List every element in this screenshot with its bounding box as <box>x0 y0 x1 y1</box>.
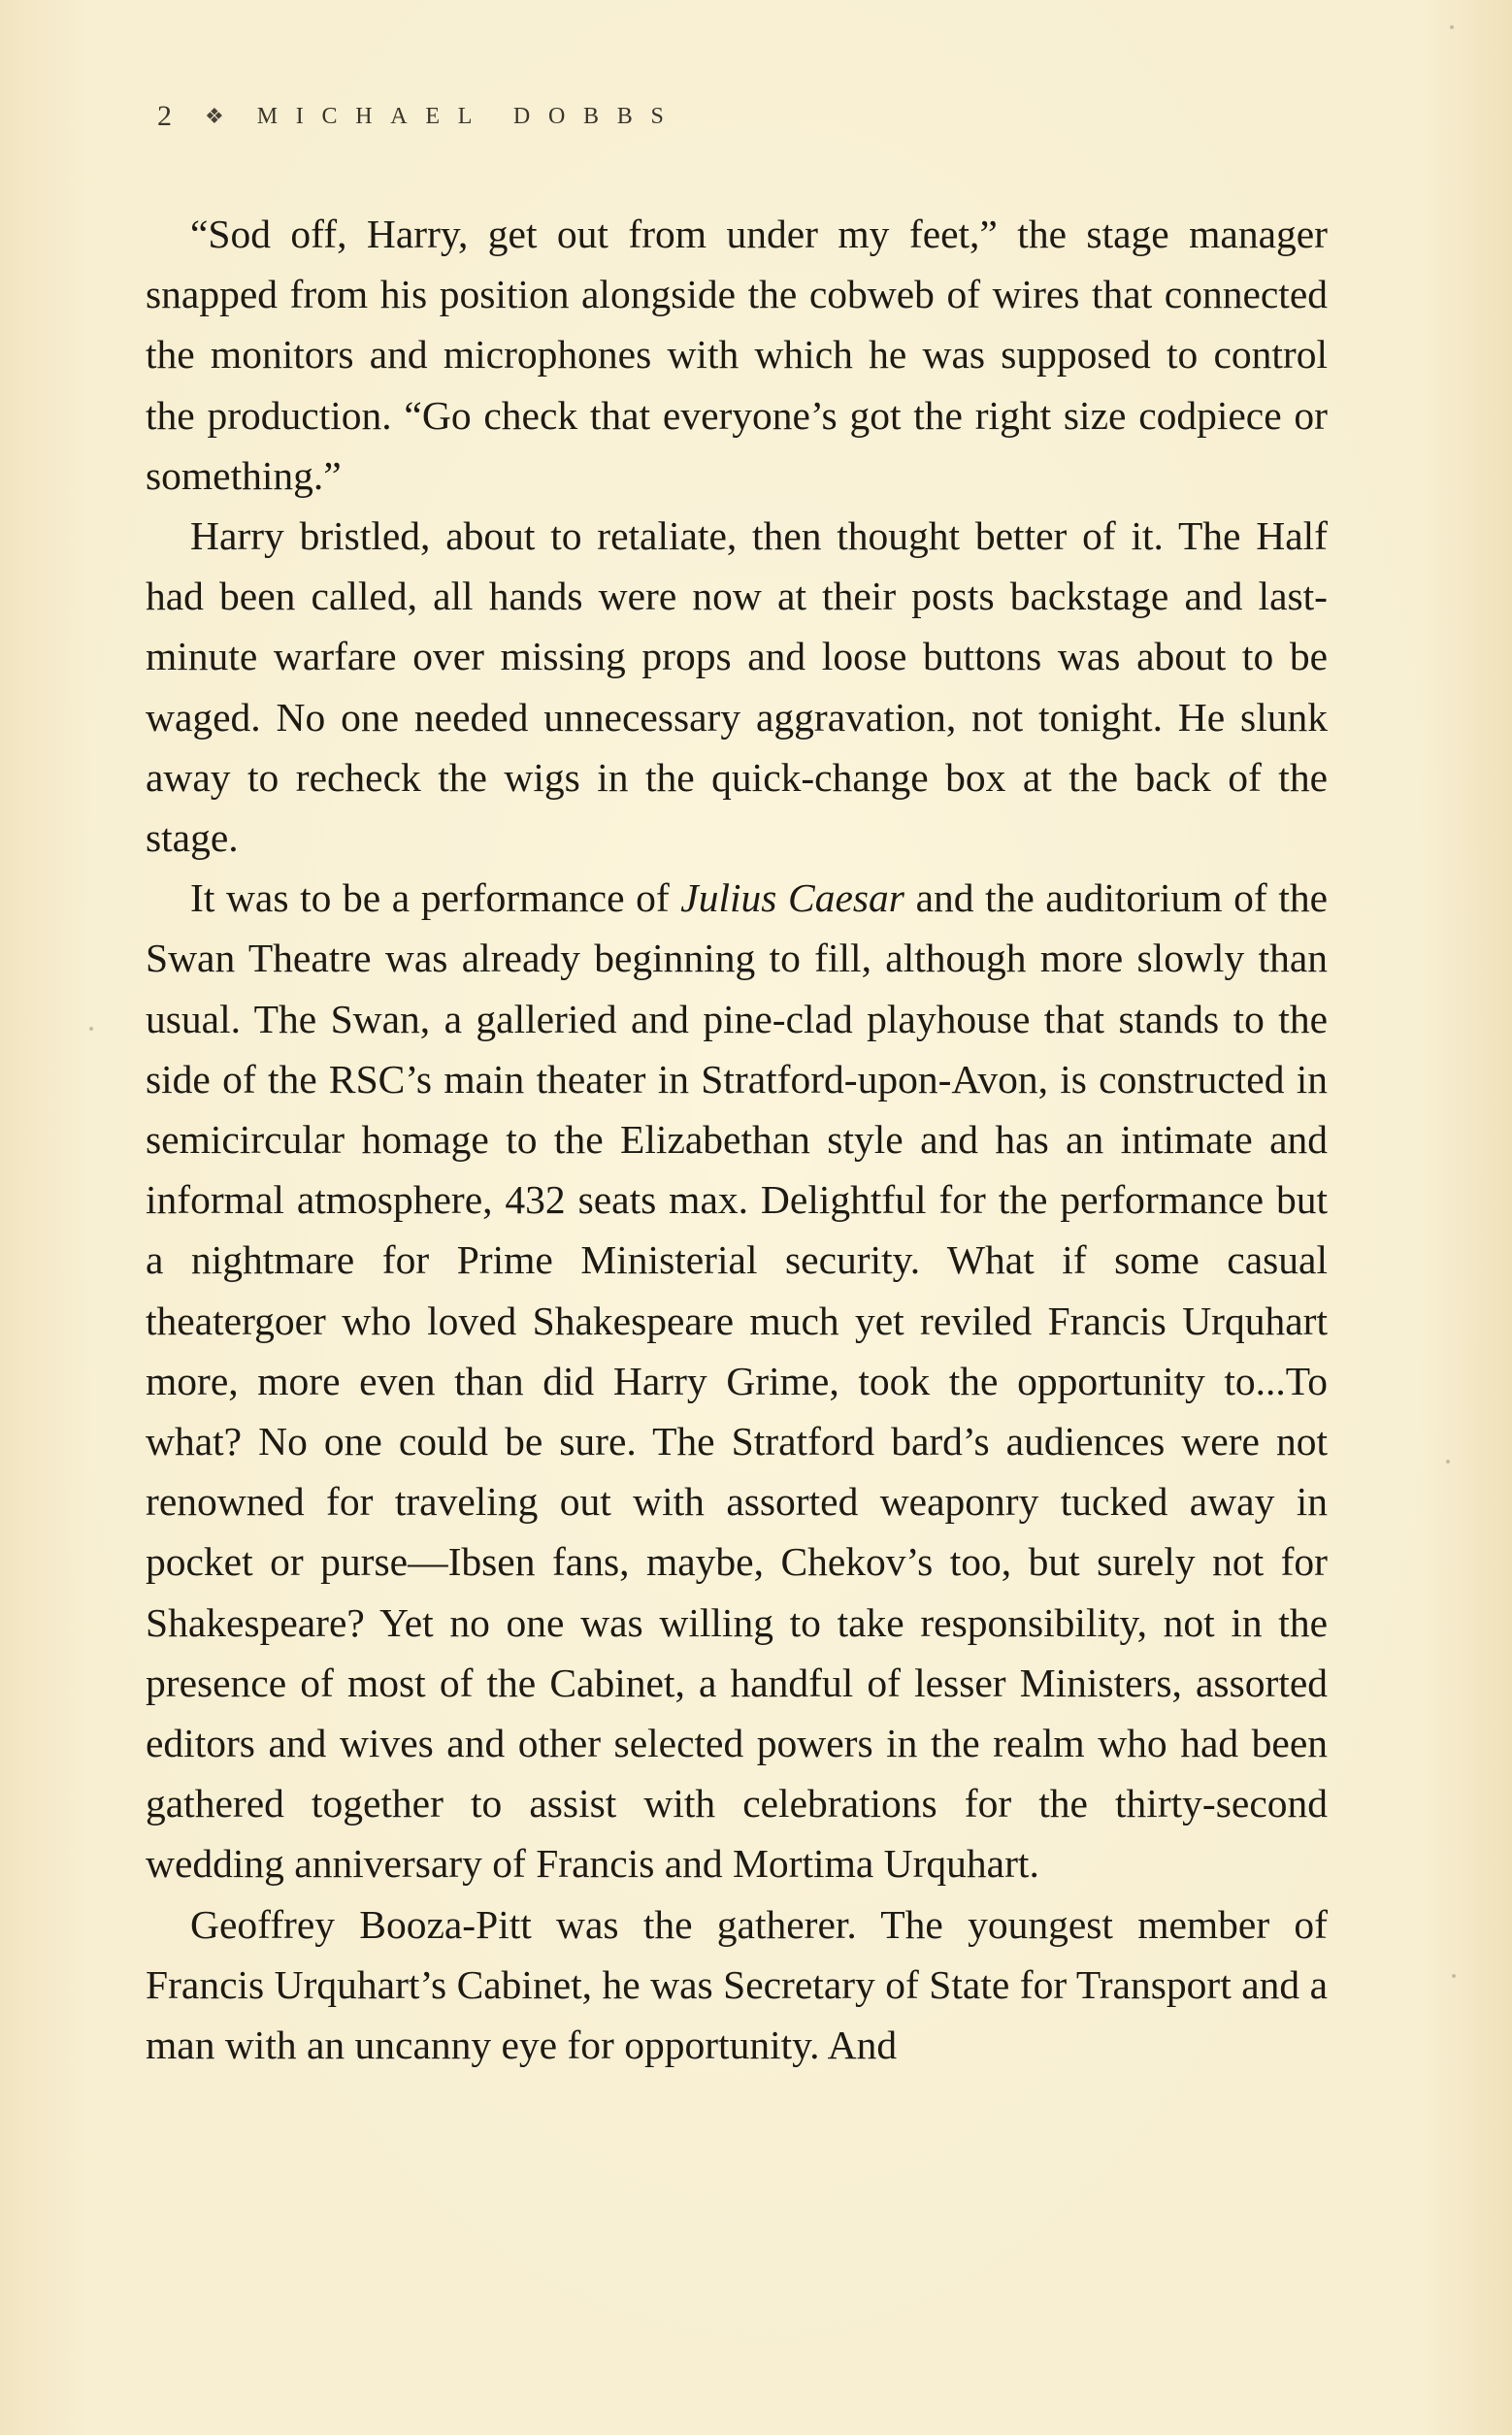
paragraph-1: “Sod off, Harry, get out from under my feet,” the stage manager snapped from his position alongside the cobweb of wires that connected the monitors and microphones with which he was supposed to control the production. “Go check that everyone’s got the right size codpiece or something.” <box>146 212 1328 498</box>
paragraph-2: Harry bristled, about to retaliate, then thought better of it. The Half had been called, all hands were now at their posts backstage and last-minute warfare over missing props and loose buttons was about to be waged. No one needed unnecessary aggravation, not tonight. He slunk away to recheck the wigs in the quick-change box at the back of the stage. <box>146 513 1328 861</box>
ornament-icon: ❖ <box>205 104 224 128</box>
paragraph-3-text-after: and the auditorium of the Swan Theatre was already beginning to fill, although more slowly than usual. The Swan, a galleried and pine-clad playhouse that stands to the side of the RSC’s main theater in Stratford-upon-Avon, is constructed in semicircular homage to the Elizabethan style and has an intimate and informal atmosphere, 432 seats max. Delightful for the performance but a nightmare for Prime Ministerial security. What if some casual theatergoer who loved Shakespeare much yet reviled Francis Urquhart more, more even than did Harry Grime, took the opportunity to...To what? No one could be sure. The Stratford bard’s audiences were not renowned for traveling out with assorted weaponry tucked away in pocket or purse—Ibsen fans, maybe, Chekov’s too, but surely not for Shakespeare? Yet no one was willing to take responsibility, not in the presence of most of the Cabinet, a handful of lesser Ministers, assorted editors and wives and other selected powers in the realm who had been gathered together to assist with celebrations for the thirty-second wedding anniversary of Francis and Mortima Urquhart. <box>146 875 1329 1887</box>
page-number: 2 <box>157 100 172 132</box>
paragraph-3 <box>146 868 1328 1893</box>
paragraph-4: Geoffrey Booza-Pitt was the gatherer. The youngest member of Francis Urquhart’s Cabinet, he was Secretary of State for Transport and a man with an uncanny eye for opportunity. And <box>146 1901 1328 2068</box>
paper-speck <box>1450 25 1454 29</box>
paragraph-3-text-before: It was to be a performance of <box>190 875 681 921</box>
running-head-author: MICHAEL DOBBS <box>256 103 682 129</box>
body-text <box>146 204 1328 2075</box>
paper-speck <box>89 1027 93 1031</box>
running-head <box>157 95 682 138</box>
paper-speck <box>1446 1460 1450 1464</box>
play-title: Julius Caesar <box>680 875 904 921</box>
paper-speck <box>1452 1974 1456 1978</box>
